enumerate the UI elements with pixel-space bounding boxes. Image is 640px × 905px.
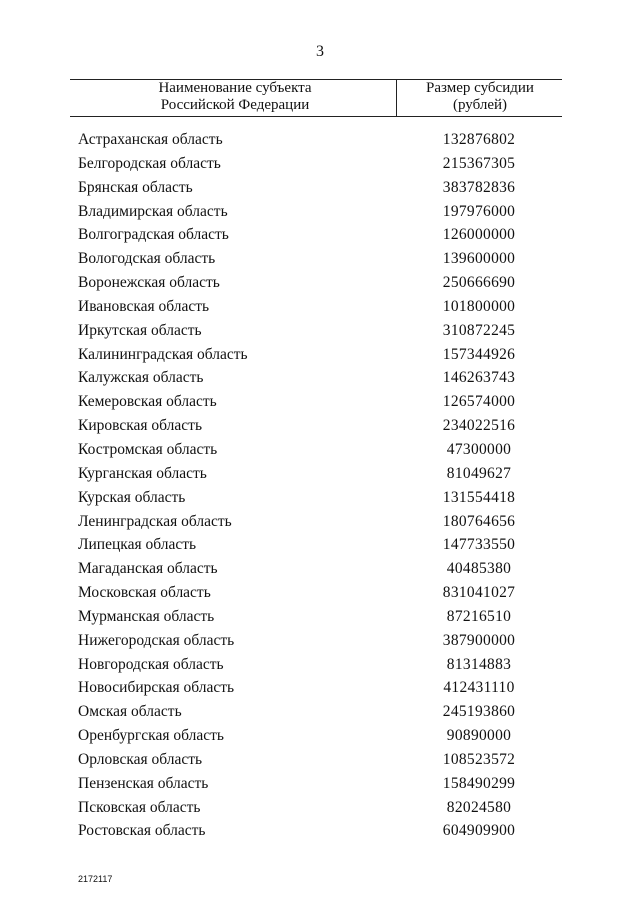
- table-row: [0, 630, 640, 654]
- subsidy-amount: 157344926: [442, 345, 516, 363]
- subject-name: Новосибирская область: [78, 679, 235, 697]
- table-row: [0, 344, 640, 368]
- table-row: [0, 749, 640, 773]
- table-row: [0, 248, 640, 272]
- subject-name: Ивановская область: [78, 297, 210, 315]
- table-row: [0, 439, 640, 463]
- subsidy-amount: 47300000: [446, 440, 512, 458]
- column-header-subject-line1: Наименование субъекта: [158, 80, 312, 96]
- subject-name: Омская область: [78, 703, 182, 721]
- subsidy-amount: 126000000: [442, 226, 516, 244]
- subject-name: Курганская область: [78, 464, 207, 482]
- subject-name: Московская область: [78, 584, 211, 602]
- subject-name: Вологодская область: [78, 250, 216, 268]
- subsidy-amount: 82024580: [446, 798, 512, 816]
- table-row: [0, 201, 640, 225]
- subject-name: Липецкая область: [78, 536, 197, 554]
- subject-name: Брянская область: [78, 178, 193, 196]
- subsidy-amount: 108523572: [442, 750, 516, 768]
- subject-name: Астраханская область: [78, 131, 223, 148]
- document-code: 2172117: [78, 874, 113, 884]
- subject-name: Мурманская область: [78, 607, 215, 625]
- table-row: [0, 463, 640, 487]
- subsidy-amount: 40485380: [446, 560, 512, 578]
- subject-name: Калининградская область: [78, 345, 248, 363]
- column-header-amount-line1: Размер субсидии: [426, 80, 534, 96]
- table-row: [0, 773, 640, 797]
- subject-name: Нижегородская область: [78, 631, 235, 649]
- subsidy-amount: 146263743: [442, 369, 516, 387]
- subsidy-amount: 245193860: [442, 703, 516, 721]
- table-row: [0, 654, 640, 678]
- page-number: 3: [316, 43, 324, 60]
- table-header-column-divider: [396, 79, 397, 116]
- table-row: [0, 153, 640, 177]
- subject-name: Оренбургская область: [78, 727, 224, 745]
- subject-name: Псковская область: [78, 798, 201, 816]
- table-row: [0, 296, 640, 320]
- table-row: [0, 701, 640, 725]
- subsidy-amount: 131554418: [442, 488, 516, 506]
- table-row: [0, 415, 640, 439]
- table-row: [0, 797, 640, 821]
- table-row: [0, 487, 640, 511]
- table-row: [0, 534, 640, 558]
- subsidy-amount: 387900000: [442, 631, 516, 649]
- subsidy-amount: 81049627: [446, 464, 512, 482]
- subsidy-table-body: [0, 129, 640, 844]
- subsidy-amount: 87216510: [446, 607, 512, 625]
- column-header-amount-line2: (рублей): [452, 97, 508, 113]
- subsidy-amount: 180764656: [442, 512, 516, 530]
- subject-name: Ростовская область: [78, 822, 206, 840]
- subsidy-amount: 101800000: [442, 297, 516, 315]
- column-header-subject-line2: Российской Федерации: [160, 97, 310, 113]
- subject-name: Ленинградская область: [78, 512, 232, 530]
- subsidy-amount: 81314883: [446, 655, 512, 673]
- table-row: [0, 820, 640, 844]
- subsidy-amount: 147733550: [442, 536, 516, 554]
- subject-name: Костромская область: [78, 440, 218, 458]
- table-row: [0, 272, 640, 296]
- subsidy-amount: 250666690: [442, 274, 516, 292]
- subject-name: Владимирская область: [78, 202, 228, 220]
- column-header-subject: [100, 80, 370, 114]
- subject-name: Пензенская область: [78, 774, 209, 792]
- subject-name: Белгородская область: [78, 154, 221, 172]
- subsidy-amount: 126574000: [442, 393, 516, 411]
- table-row: [0, 129, 640, 153]
- subsidy-amount: 234022516: [442, 417, 516, 435]
- table-row: [0, 606, 640, 630]
- table-row: [0, 391, 640, 415]
- subsidy-amount: 383782836: [442, 178, 516, 196]
- subject-name: Орловская область: [78, 750, 203, 768]
- subject-name: Воронежская область: [78, 274, 220, 292]
- table-row: [0, 177, 640, 201]
- subject-name: Магаданская область: [78, 560, 218, 578]
- column-header-amount: [400, 80, 560, 114]
- subsidy-amount: 310872245: [442, 321, 516, 339]
- subsidy-amount: 197976000: [442, 202, 516, 220]
- subsidy-amount: 604909900: [442, 822, 516, 840]
- table-row: [0, 367, 640, 391]
- subject-name: Новгородская область: [78, 655, 224, 673]
- subsidy-amount: 215367305: [442, 154, 516, 172]
- table-row: [0, 511, 640, 535]
- table-row: [0, 582, 640, 606]
- table-row: [0, 224, 640, 248]
- table-row: [0, 320, 640, 344]
- subject-name: Кировская область: [78, 417, 203, 435]
- table-row: [0, 558, 640, 582]
- subsidy-amount: 158490299: [442, 774, 516, 792]
- subject-name: Иркутская область: [78, 321, 202, 339]
- subject-name: Калужская область: [78, 369, 204, 387]
- subsidy-amount: 412431110: [443, 679, 515, 697]
- subject-name: Кемеровская область: [78, 393, 217, 411]
- subject-name: Курская область: [78, 488, 186, 506]
- subject-name: Волгоградская область: [78, 226, 229, 244]
- subsidy-amount: 132876802: [442, 131, 516, 148]
- table-row: [0, 677, 640, 701]
- subsidy-amount: 831041027: [442, 584, 516, 602]
- subsidy-amount: 90890000: [446, 727, 512, 745]
- table-row: [0, 725, 640, 749]
- subsidy-amount: 139600000: [442, 250, 516, 268]
- table-header-bottom-rule: [70, 116, 562, 117]
